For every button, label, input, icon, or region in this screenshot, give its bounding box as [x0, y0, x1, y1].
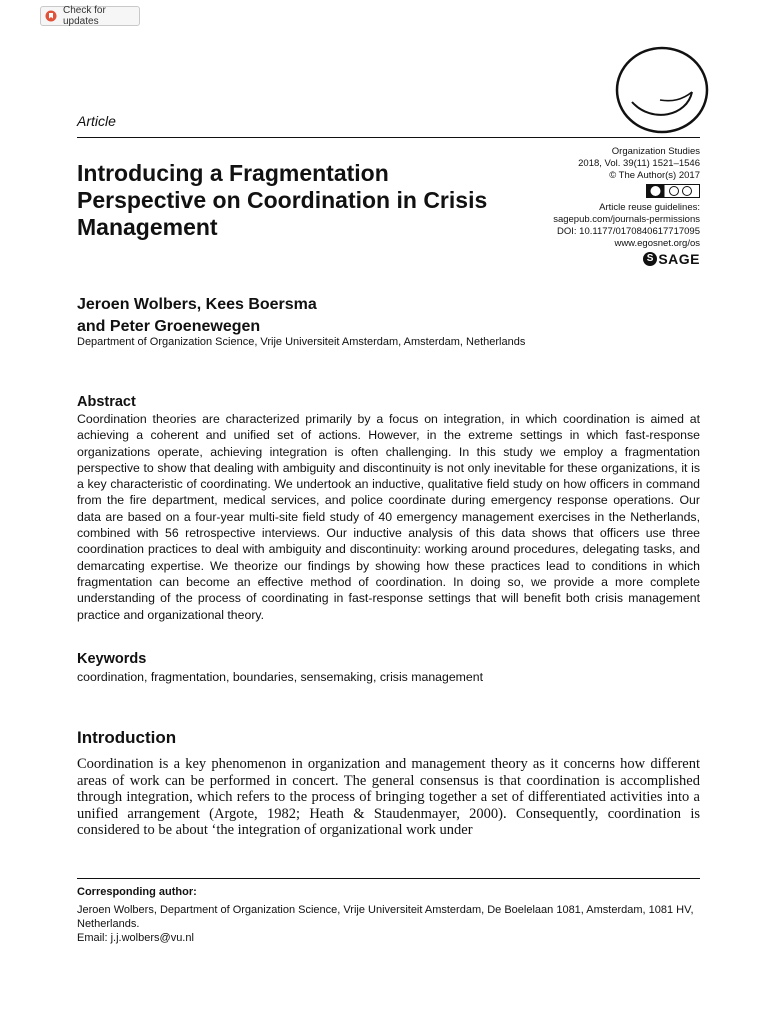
volume-info: 2018, Vol. 39(11) 1521–1546 — [578, 158, 700, 169]
authors-line-1: Jeroen Wolbers, Kees Boersma — [77, 296, 317, 313]
corresponding-author-heading: Corresponding author: — [77, 886, 197, 898]
publisher-name: SAGE — [658, 251, 700, 267]
keywords-text: coordination, fragmentation, boundaries, sensemaking, crisis management — [77, 670, 484, 684]
sage-logo — [643, 252, 700, 266]
copyright: © The Author(s) 2017 — [609, 170, 700, 181]
abstract-text: Coordination theories are characterized primarily by a focus on integration, in which coordination is aimed at achieving a coherent and unified set of actions. However, in the extreme settings in which fast-response organizations operate, achieving integration is often challenging. In this study we employ a fragmentation perspective to show that dealing with ambiguity and discontinuity is not only inevitable for these organizations, it is a key characteristic of coordinating. We undertook an inductive, qualitative field study on how officers in command from the fire department, medical services, and police coordinate during emergency response operations. Our data are based on a four-year multi-site field study of 40 emergency management exercises in the Netherlands, combined with 56 retrospective interviews. Our inductive analysis of this data shows that officers use three coordination practices to deal with ambiguity and discontinuity: working around procedures, delegating tasks, and demarcating expertise. We theorize our findings by showing how these practices lead to conditions in which fragmentation can become an effective method of coordination. In doing so, we provide a more complete understanding of the process of coordinating in fast-response settings that will benefit both crisis management practice and organizational theory. — [77, 412, 700, 622]
authors-line-2: and Peter Groenewegen — [77, 318, 261, 335]
abstract-heading: Abstract — [77, 394, 136, 410]
updates-icon — [45, 10, 57, 22]
article-title: Introducing a Fragmentation Perspective on Coordination in Crisis Management — [77, 160, 488, 240]
updates-label: Check for updates — [63, 5, 106, 27]
introduction-text: Coordination is a key phenomenon in organization and management theory as it concerns how different areas of work can be performed in concert. The general consensus is that coordination is accomplished through integration, which refers to the process of bringing together a set of differentiated activities into a unified arrangement (Argote, 1982; Heath & Staudenmayer, 2000). Consequently, coordination is considered to be about ‘the integration of organizational work under — [77, 756, 700, 839]
creative-commons-icon — [646, 184, 700, 198]
affiliation: Department of Organization Science, Vrije Universiteit Amsterdam, Amsterdam, Netherlands — [77, 336, 526, 348]
author-list — [77, 294, 577, 338]
permissions-link[interactable]: sagepub.com/journals-permissions — [553, 214, 700, 225]
article-type-label: Article — [77, 113, 116, 129]
journal-logo — [612, 44, 712, 136]
sage-s-icon: S — [643, 252, 657, 266]
header-divider — [77, 137, 700, 138]
footnote-divider — [77, 878, 700, 879]
journal-name: Organization Studies — [611, 146, 700, 157]
check-for-updates-button[interactable] — [40, 6, 140, 26]
journal-metadata — [480, 146, 700, 266]
corresponding-address: Jeroen Wolbers, Department of Organization Science, Vrije Universiteit Amsterdam, De Boelelaan 1081, Amsterdam, 1081 HV, Netherlands. — [77, 904, 694, 930]
journal-site-link[interactable]: www.egosnet.org/os — [614, 238, 700, 249]
corresponding-author-details — [77, 903, 700, 945]
doi[interactable]: DOI: 10.1177/0170840617717095 — [557, 226, 700, 237]
keywords-heading: Keywords — [77, 651, 147, 667]
reuse-guidelines: Article reuse guidelines: — [599, 202, 700, 213]
corresponding-email[interactable]: Email: j.j.wolbers@vu.nl — [77, 932, 194, 944]
introduction-heading: Introduction — [77, 728, 177, 747]
